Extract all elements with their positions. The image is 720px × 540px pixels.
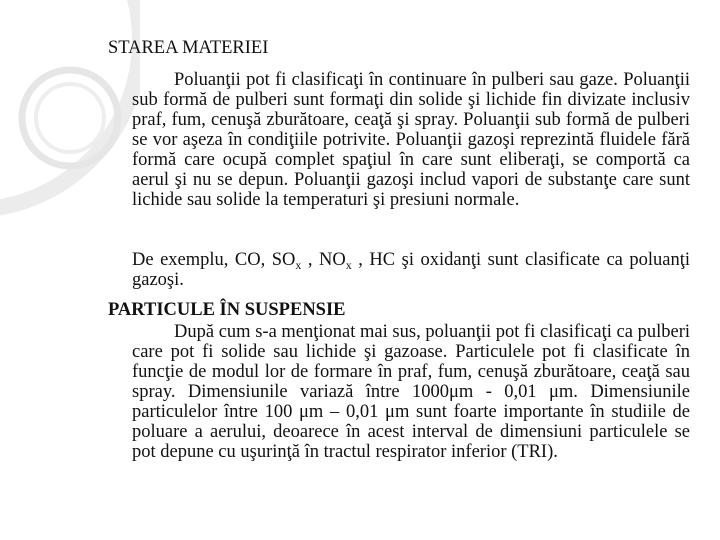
section-title-starea-materiei: STAREA MATERIEI [108,38,269,58]
subscript-sox: x [295,258,302,272]
ring-inner [36,84,104,152]
decorative-arcs [0,0,140,540]
paragraph-particle-sizes: După cum s-a menţionat mai sus, poluanţii pot fi clasificaţi ca pulberi care pot fi solide sau lichide şi gazoase. Particulele pot fi clasificate în funcţie de modul lor de formare în praf, fum, cenuşă zburătoare, ceaţă sau spray. Dimensiunile variază între 1000μm - 0,01 μm. Dimensiunile particulelor între 100 μm – 0,01 μm sunt foarte importante în studiile de poluare a aerului, deoarece în acest interval de dimensiuni particulele se pot depune cu uşurinţă în tractul respirator inferior (TRI). [132,322,690,462]
example-text-part2: , NO [301,250,346,270]
section-title-particule-in-suspensie: PARTICULE ÎN SUSPENSIE [108,300,346,320]
example-text-part1: De exemplu, CO, SO [132,250,296,270]
paragraph-gaseous-examples [132,250,690,290]
subscript-nox: x [345,258,352,272]
example-text-part3: , HC şi oxidanţi sunt clasificate ca poluanţi gazoşi. [132,250,691,290]
paragraph-pollutant-classification: Poluanţii pot fi clasificaţi în continuare în pulberi sau gaze. Poluanţii sub formă de pulberi sunt formaţi din solide şi lichide fin divizate inclusiv praf, fum, cenuşă zburătoare, ceaţă şi spray. Poluanţii sub formă de pulberi se vor aşeza în condiţiile potrivite. Poluanţii gazoşi reprezintă fluidele fără formă care ocupă complet spaţiul în care sunt eliberaţi, se comportă ca aerul şi nu se depun. Poluanţii gazoşi includ vapori de substanţe care sunt lichide sau solide la temperaturi şi presiuni normale. [132,70,690,210]
